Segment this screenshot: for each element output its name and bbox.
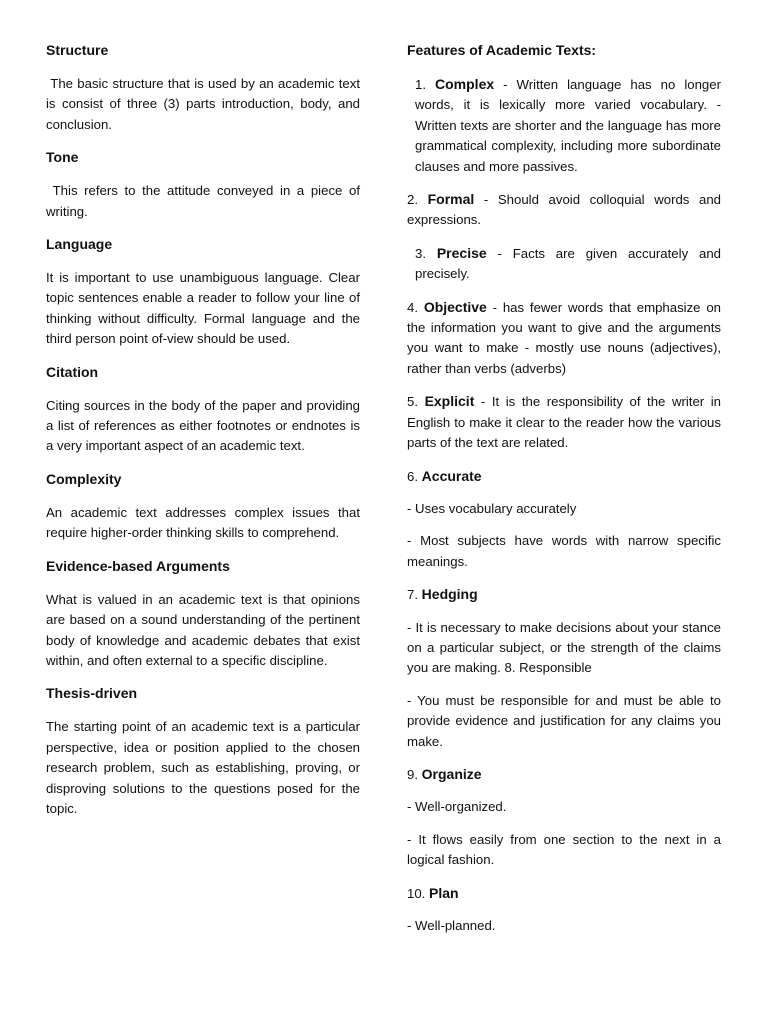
feature-complex <box>407 74 725 177</box>
feature-description: - Should avoid colloquial words and expressions. <box>407 192 725 228</box>
thesis-heading: Thesis-driven <box>46 685 138 702</box>
feature-term: Plan <box>429 884 459 901</box>
feature-description: - Facts are given accurately and precisely. <box>415 245 725 282</box>
feature-precise <box>407 243 725 285</box>
feature-number: 4. <box>407 299 424 315</box>
feature-plan <box>407 883 721 904</box>
feature-number: 7. <box>407 587 422 603</box>
evidence-heading: Evidence-based Arguments <box>46 557 230 574</box>
feature-explicit <box>407 391 725 453</box>
feature-term: Formal <box>427 191 475 208</box>
feature-objective <box>407 297 725 380</box>
complexity-text: An academic text addresses complex issues that require higher-order thinking skills to comprehend. <box>46 504 360 541</box>
feature-description: - Written language has no longer words, it is lexically more varied vocabulary. - Written texts are shorter and the language has more grammatical complexity, including more subordinate clauses and more passives. <box>415 77 725 174</box>
feature-description: - It is the responsibility of the writer in English to make it clear to the reader how the various parts of the text are related. <box>407 394 725 451</box>
evidence-text: What is valued in an academic text is that opinions are based on a sound understanding of the pertinent body of knowledge and academic debates that exist within, and often external to a specific discipline. <box>46 591 360 668</box>
tone-heading: Tone <box>46 149 79 166</box>
tone-text: This refers to the attitude conveyed in a piece of writing. <box>46 183 364 219</box>
feature-detail: - Uses vocabulary accurately <box>407 500 577 516</box>
structure-text: The basic structure that is used by an academic text is consist of three (3) parts introduction, body, and conclusion. <box>46 76 364 132</box>
feature-detail: - Well-organized. <box>407 799 507 815</box>
feature-detail: - Most subjects have words with narrow specific meanings. <box>407 533 721 569</box>
complexity-heading: Complexity <box>46 470 122 487</box>
feature-hedging <box>407 584 721 605</box>
features-heading: Features of Academic Texts: <box>407 42 597 58</box>
structure-heading: Structure <box>46 42 109 58</box>
feature-term: Hedging <box>421 586 478 603</box>
feature-term: Explicit <box>424 393 475 410</box>
feature-detail: - It is necessary to make decisions about your stance on a particular subject, or the strength of the claims you are making. 8. Responsible <box>407 619 721 676</box>
feature-number: 5. <box>407 394 425 410</box>
language-text: It is important to use unambiguous language. Clear topic sentences enable a reader to follow your line of thinking without difficulty. Formal language and the third person point of-view should be used. <box>46 270 360 347</box>
feature-term: Accurate <box>421 467 482 484</box>
feature-description: - has fewer words that emphasize on the information you want to give and the arguments you want to make - mostly use nouns (adjectives), rather than verbs (adverbs) <box>407 299 725 376</box>
feature-organize <box>407 764 721 785</box>
feature-number: 1. <box>415 77 436 92</box>
feature-number: 6. <box>407 468 422 484</box>
feature-term: Organize <box>421 765 482 782</box>
citation-heading: Citation <box>46 363 99 380</box>
feature-formal <box>407 189 725 231</box>
feature-number: 2. <box>407 192 428 208</box>
left-column <box>46 40 364 831</box>
feature-number: 3. <box>415 245 437 261</box>
feature-detail: - You must be responsible for and must be able to provide evidence and justification for any claims you make. <box>407 692 721 749</box>
thesis-text: The starting point of an academic text is a particular perspective, idea or position applied to the chosen research problem, such as establishing, proving, or disproving solutions to the questions posed for the topic. <box>46 719 360 816</box>
feature-term: Precise <box>436 244 487 261</box>
feature-detail: - Well-planned. <box>407 918 496 933</box>
feature-term: Objective <box>423 298 487 315</box>
feature-accurate <box>407 466 721 487</box>
feature-number: 10. <box>407 885 429 901</box>
language-heading: Language <box>46 236 113 253</box>
feature-detail: - It flows easily from one section to the next in a logical fashion. <box>407 831 721 868</box>
feature-number: 9. <box>407 766 422 782</box>
right-column <box>407 40 725 948</box>
feature-term: Complex <box>435 76 495 92</box>
citation-text: Citing sources in the body of the paper and providing a list of references as either footnotes or endnotes is a very important aspect of an academic text. <box>46 397 360 454</box>
